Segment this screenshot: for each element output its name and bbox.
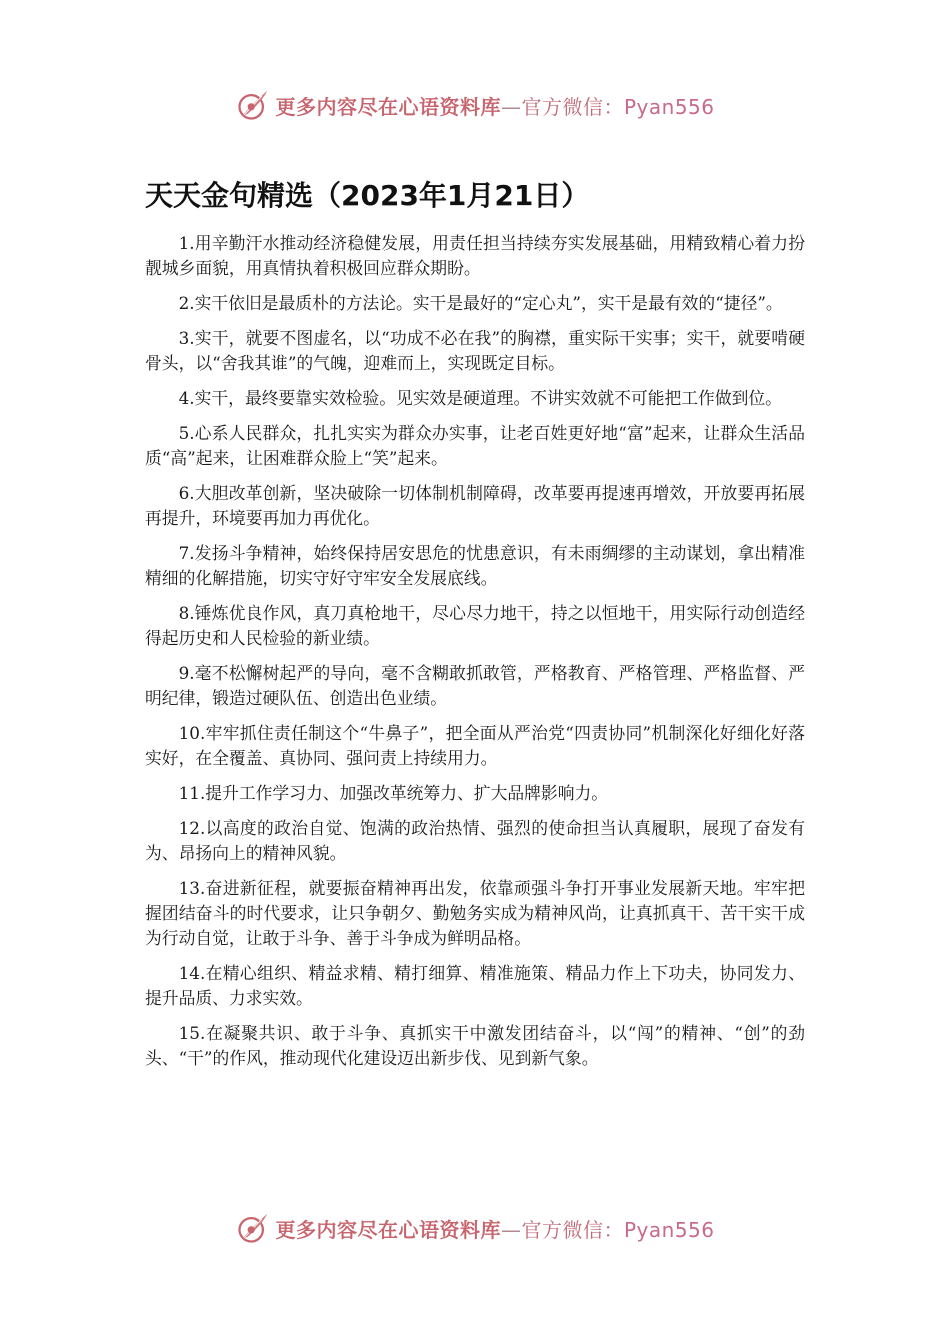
quill-pen-logo-icon (235, 1210, 271, 1246)
header-separator: — (500, 94, 522, 119)
header-banner-text (275, 91, 714, 120)
header-wechat-label: 官方微信： (521, 94, 624, 119)
quote-paragraph: 2.实干依旧是最质朴的方法论。实干是最好的“定心丸”，实干是最有效的“捷径”。 (178, 293, 783, 313)
quote-paragraph: 7.发扬斗争精神，始终保持居安思危的忧患意识，有未雨绸缪的主动谋划，拿出精准精细的化解措施，切实守好守牢安全发展底线。 (145, 543, 805, 588)
quote-list (145, 231, 805, 1081)
quote-paragraph: 1.用辛勤汗水推动经济稳健发展，用责任担当持续夯实发展基础，用精致精心着力扮靓城乡面貌，用真情执着积极回应群众期盼。 (145, 233, 805, 278)
quote-paragraph: 14.在精心组织、精益求精、精打细算、精准施策、精品力作上下功夫，协同发力、提升品质、力求实效。 (145, 963, 805, 1008)
footer-wechat-id: Pyan556 (623, 1217, 715, 1242)
quote-paragraph: 12.以高度的政治自觉、饱满的政治热情、强烈的使命担当认真履职，展现了奋发有为、昂扬向上的精神风貌。 (145, 818, 805, 863)
footer-banner (0, 1208, 950, 1248)
header-brand: 更多内容尽在心语资料库 (275, 94, 501, 119)
header-banner (0, 85, 950, 125)
footer-brand: 更多内容尽在心语资料库 (275, 1217, 501, 1242)
quote-paragraph: 5.心系人民群众，扎扎实实为群众办实事，让老百姓更好地“富”起来，让群众生活品质“高”起来，让困难群众脸上“笑”起来。 (145, 423, 805, 468)
quote-paragraph: 4.实干，最终要靠实效检验。见实效是硬道理。不讲实效就不可能把工作做到位。 (178, 388, 782, 408)
footer-wechat-label: 官方微信： (521, 1217, 624, 1242)
header-wechat-id: Pyan556 (623, 94, 715, 119)
footer-separator: — (500, 1217, 522, 1242)
quote-paragraph: 11.提升工作学习力、加强改革统筹力、扩大品牌影响力。 (178, 783, 609, 803)
quote-paragraph: 13.奋进新征程，就要振奋精神再出发，依靠顽强斗争打开事业发展新天地。牢牢把握团结奋斗的时代要求，让只争朝夕、勤勉务实成为精神风尚，让真抓真干、苦干实干成为行动自觉，让敢于斗争、善于斗争成为鲜明品格。 (145, 878, 805, 948)
quote-paragraph: 15.在凝聚共识、敢于斗争、真抓实干中激发团结奋斗，以“闯”的精神、“创”的劲头、“干”的作风，推动现代化建设迈出新步伐、见到新气象。 (145, 1023, 805, 1068)
page-title: 天天金句精选（2023年1月21日） (145, 179, 590, 212)
quote-paragraph: 6.大胆改革创新，坚决破除一切体制机制障碍，改革要再提速再增效，开放要再拓展再提升，环境要再加力再优化。 (145, 483, 805, 528)
quote-paragraph: 3.实干，就要不图虚名，以“功成不必在我”的胸襟，重实际干实事；实干，就要啃硬骨头，以“舍我其谁”的气魄，迎难而上，实现既定目标。 (145, 328, 805, 373)
quote-paragraph: 10.牢牢抓住责任制这个“牛鼻子”，把全面从严治党“四责协同”机制深化好细化好落实好，在全覆盖、真协同、强问责上持续用力。 (145, 723, 805, 768)
quote-paragraph: 9.毫不松懈树起严的导向，毫不含糊敢抓敢管，严格教育、严格管理、严格监督、严明纪律，锻造过硬队伍、创造出色业绩。 (145, 663, 805, 708)
quill-pen-logo-icon (235, 87, 271, 123)
footer-banner-text (275, 1214, 714, 1243)
quote-paragraph: 8.锤炼优良作风，真刀真枪地干，尽心尽力地干，持之以恒地干，用实际行动创造经得起历史和人民检验的新业绩。 (145, 603, 805, 648)
